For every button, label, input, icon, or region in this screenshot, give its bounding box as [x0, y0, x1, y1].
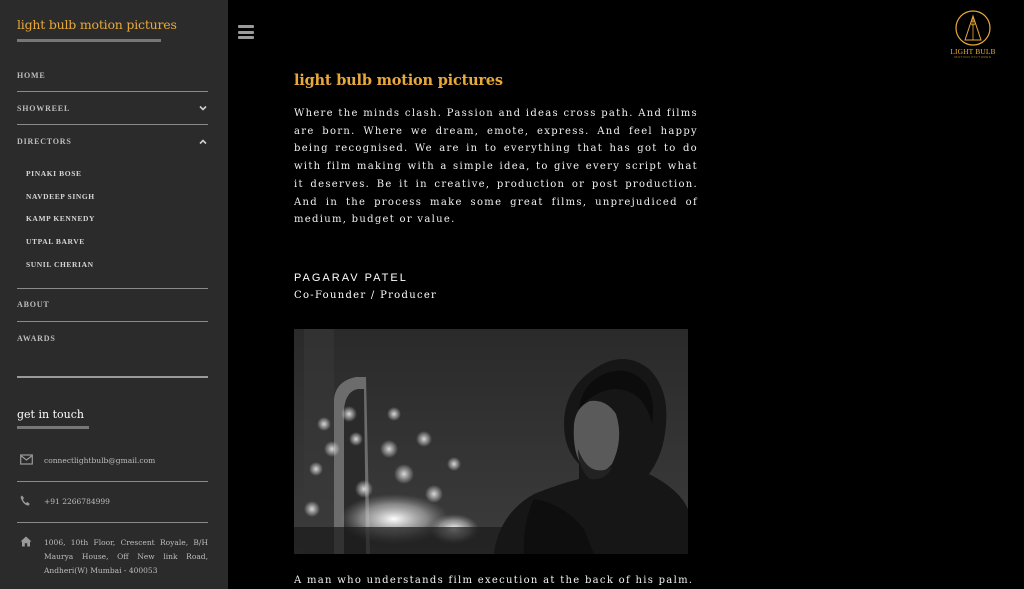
contact-phone [17, 482, 208, 523]
contact-email [17, 442, 208, 482]
sidebar-brand[interactable]: light bulb motion pictures [17, 17, 161, 42]
logo-subtext: MOTION PICTURES [954, 55, 992, 59]
hamburger-icon [238, 25, 254, 28]
sidebar-nav [17, 60, 208, 355]
directors-submenu [17, 158, 208, 289]
main-content [294, 70, 698, 229]
photo-illustration [294, 329, 688, 554]
director-item-sunil-cherian[interactable]: SUNIL CHERIAN [26, 260, 94, 270]
director-item-pinaki-bose[interactable]: PINAKI BOSE [26, 168, 82, 178]
contact-list [17, 442, 208, 578]
sidebar-divider [17, 376, 208, 378]
contact-address [17, 523, 208, 578]
chevron-down-icon[interactable] [199, 104, 207, 112]
nav-item-label: AWARDS [17, 333, 56, 343]
contact-address-text: 1006, 10th Floor, Crescent Royale, B/H Maurya House, Off New link Road, Andheri(W) Mumbai - 400053 [44, 538, 208, 575]
nav-item-home[interactable] [17, 60, 208, 92]
nav-item-awards[interactable] [17, 322, 208, 355]
sidebar [0, 0, 228, 589]
nav-item-label: DIRECTORS [17, 137, 72, 146]
nav-item-label: HOME [17, 71, 46, 80]
director-item-utpal-barve[interactable]: UTPAL BARVE [26, 237, 85, 247]
contact-phone-link[interactable]: +91 2266784999 [44, 497, 110, 506]
phone-icon [17, 495, 44, 509]
person-bio: A man who understands film execution at the back of his palm. [294, 575, 694, 586]
nav-item-label: ABOUT [17, 300, 50, 310]
nav-item-directors[interactable] [17, 125, 208, 158]
contact-email-link[interactable]: connectlightbulb@gmail.com [44, 456, 156, 465]
home-icon [17, 536, 44, 550]
logo-text: LIGHT BULB [950, 47, 996, 56]
chevron-up-icon[interactable] [199, 138, 207, 146]
person-role: Co-Founder / Producer [294, 290, 438, 301]
nav-item-showreel[interactable] [17, 92, 208, 125]
nav-item-about[interactable] [17, 289, 208, 322]
page-title: light bulb motion pictures [294, 72, 503, 89]
person-name: PAGARAV PATEL [294, 272, 408, 284]
person-photo [294, 329, 688, 554]
director-item-navdeep-singh[interactable]: NAVDEEP SINGH [26, 191, 95, 201]
director-item-kamp-kennedy[interactable]: KAMP KENNEDY [26, 214, 96, 224]
envelope-icon [17, 454, 44, 468]
contact-title: get in touch [17, 408, 89, 429]
intro-paragraph: Where the minds clash. Passion and ideas cross path. And films are born. Where we dream, emote, express. And feel happy being recognised. We are in to everything that has got to do with film making with a simple idea, to give every script what it deserves. Be it in creative, production or post production. And in the process make some great films, unprejudiced of medium, budget or value. [294, 108, 698, 226]
menu-toggle-button[interactable] [238, 25, 254, 39]
nav-item-label: SHOWREEL [17, 103, 71, 113]
